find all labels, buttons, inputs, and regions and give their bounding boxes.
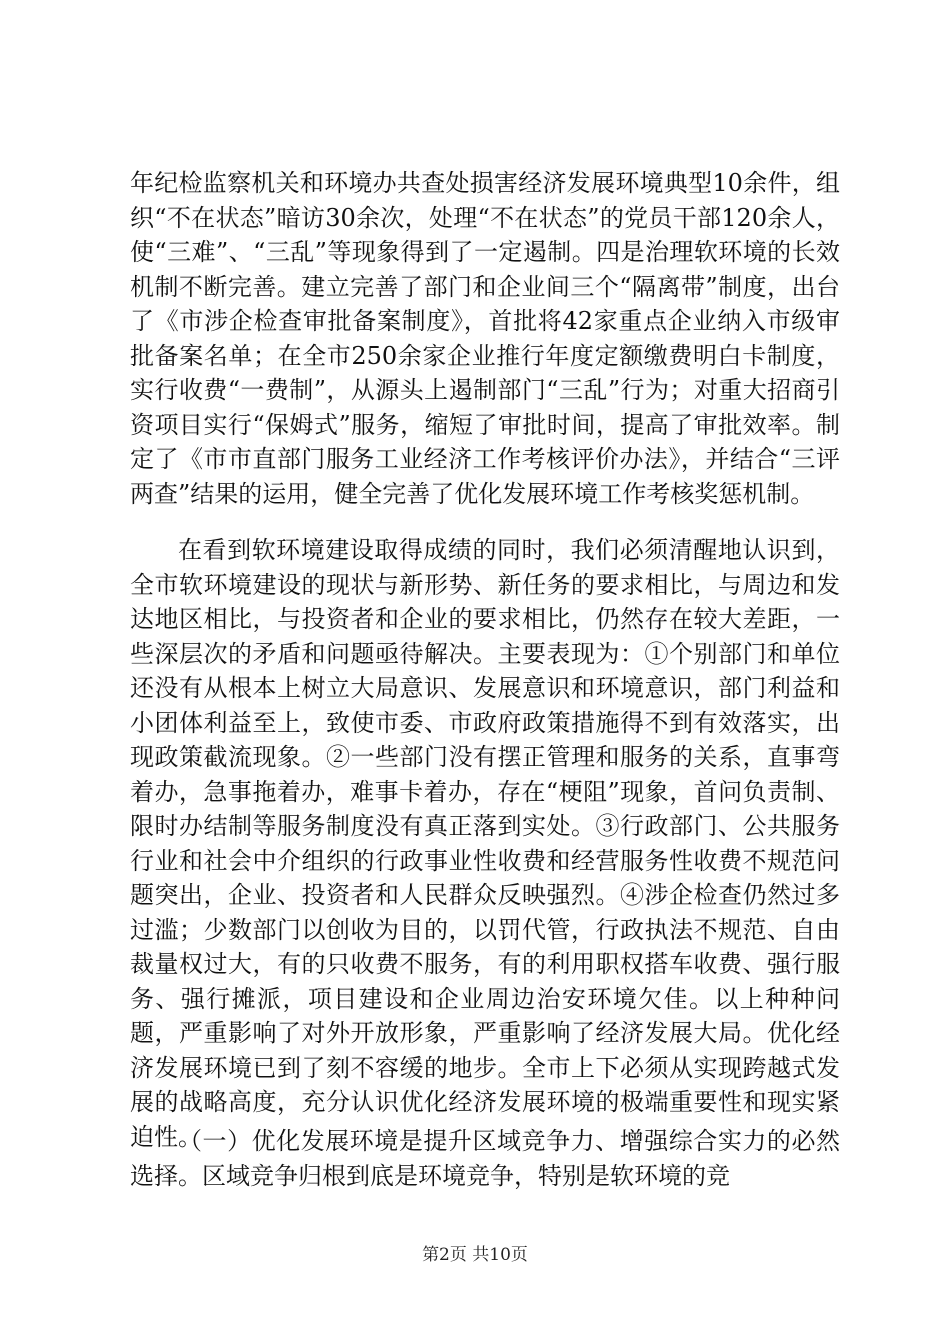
page-number-footer: 第2页 共10页: [422, 1245, 528, 1265]
body-paragraph-3: （一）优化发展环境是提升区域竞争力、增强综合实力的必然选择。区域竞争归根到底是环境竞争，特别是软环境的竞: [130, 1127, 840, 1190]
body-paragraph-2: 在看到软环境建设取得成绩的同时，我们必须清醒地认识到，全市软环境建设的现状与新形势、新任务的要求相比，与周边和发达地区相比，与投资者和企业的要求相比，仍然存在较大差距，一些深层次的矛盾和问题亟待解决。主要表现为：①个别部门和单位还没有从根本上树立大局意识、发展意识和环境意识，部门利益和小团体利益至上，致使市委、市政府政策措施得不到有效落实，出现政策截流现象。②一些部门没有摆正管理和服务的关系，直事弯着办，急事拖着办，难事卡着办，存在“梗阻”现象，首问负责制、限时办结制等服务制度没有真正落到实处。③行政部门、公共服务行业和社会中介组织的行政事业性收费和经营服务性收费不规范问题突出，企业、投资者和人民群众反映强烈。④涉企检查仍然过多过滥；少数部门以创收为目的，以罚代管，行政执法不规范、自由裁量权过大，有的只收费不服务，有的利用职权搭车收费、强行服务、强行摊派，项目建设和企业周边治安环境欠佳。以上种种问题，严重影响了对外开放形象，严重影响了经济发展大局。优化经济发展环境已到了刻不容缓的地步。全市上下必须从实现跨越式发展的战略高度，充分认识优化经济发展环境的极端重要性和现实紧迫性。: [130, 536, 840, 1151]
body-paragraph-1: 年纪检监察机关和环境办共查处损害经济发展环境典型10余件，组织“不在状态”暗访30余次，处理“不在状态”的党员干部120余人，使“三难”、“三乱”等现象得到了一定遏制。四是治理软环境的长效机制不断完善。建立完善了部门和企业间三个“隔离带”制度，出台了《市涉企检查审批备案制度》，首批将42家重点企业纳入市级审批备案名单；在全市250余家企业推行年度定额缴费明白卡制度，实行收费“一费制”，从源头上遏制部门“三乱”行为；对重大招商引资项目实行“保姆式”服务，缩短了审批时间，提高了审批效率。制定了《市市直部门服务工业经济工作考核评价办法》，并结合“三评两查”结果的运用，健全完善了优化发展环境工作考核奖惩机制。: [130, 169, 840, 508]
